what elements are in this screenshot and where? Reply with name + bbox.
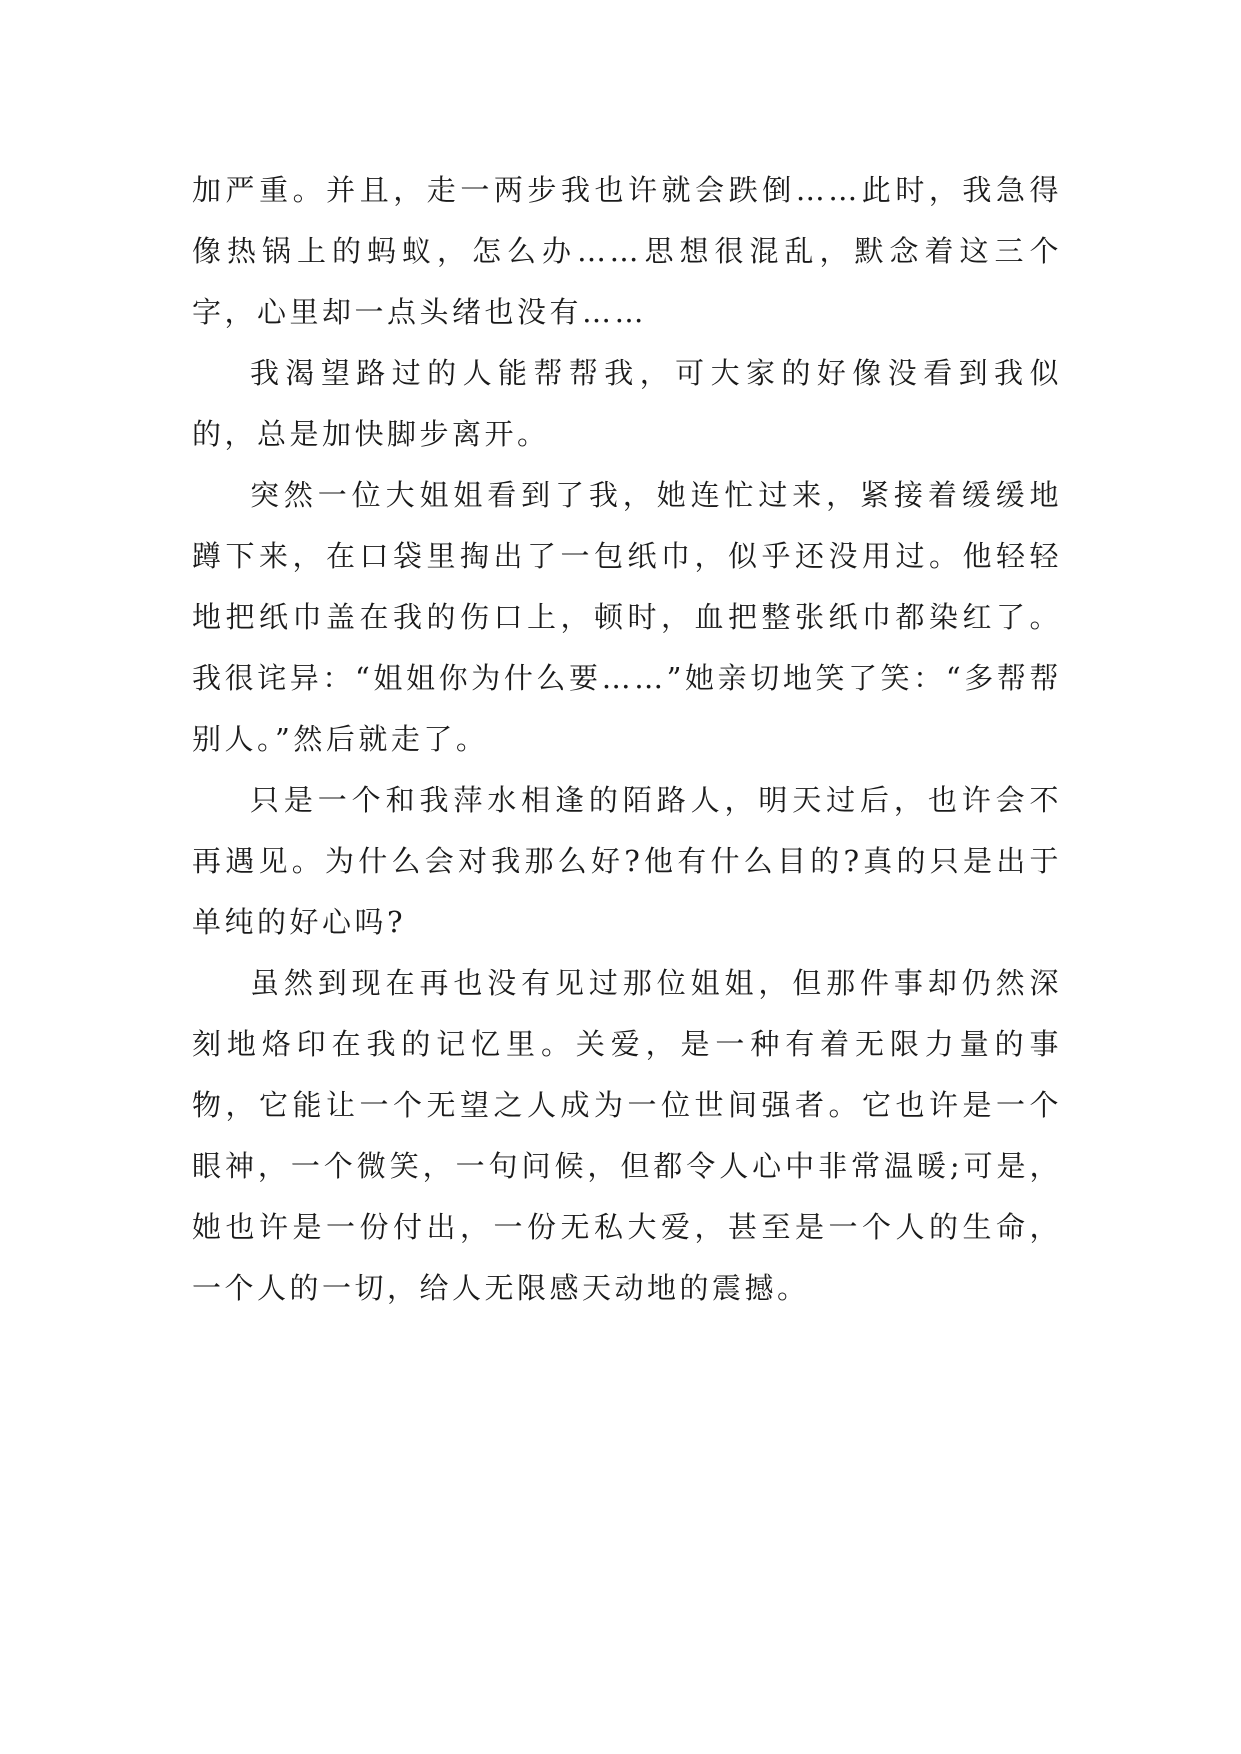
paragraph: 虽然到现在再也没有见过那位姐姐，但那件事却仍然深刻地烙印在我的记忆里。关爱，是一种有着无限力量的事物，它能让一个无望之人成为一位世间强者。它也许是一个眼神，一个微笑，一句问候，但都令人心中非常温暖;可是，她也许是一份付出，一份无私大爱，甚至是一个人的生命，一个人的一切，给人无限感天动地的震撼。 [192,966,1062,1305]
paragraph: 只是一个和我萍水相逢的陌路人，明天过后，也许会不再遇见。为什么会对我那么好?他有什么目的?真的只是出于单纯的好心吗? [192,783,1062,939]
paragraph-continued: 加严重。并且，走一两步我也许就会跌倒……此时，我急得像热锅上的蚂蚁，怎么办……思想很混乱，默念着这三个字，心里却一点头绪也没有…… [192,173,1062,329]
paragraph: 突然一位大姐姐看到了我，她连忙过来，紧接着缓缓地蹲下来，在口袋里掏出了一包纸巾，似乎还没用过。他轻轻地把纸巾盖在我的伤口上，顿时，血把整张纸巾都染红了。我很诧异：“姐姐你为什么要……”她亲切地笑了笑：“多帮帮别人。”然后就走了。 [192,478,1062,756]
body-text [192,160,1062,1319]
paragraph: 我渴望路过的人能帮帮我，可大家的好像没看到我似的，总是加快脚步离开。 [192,356,1062,451]
